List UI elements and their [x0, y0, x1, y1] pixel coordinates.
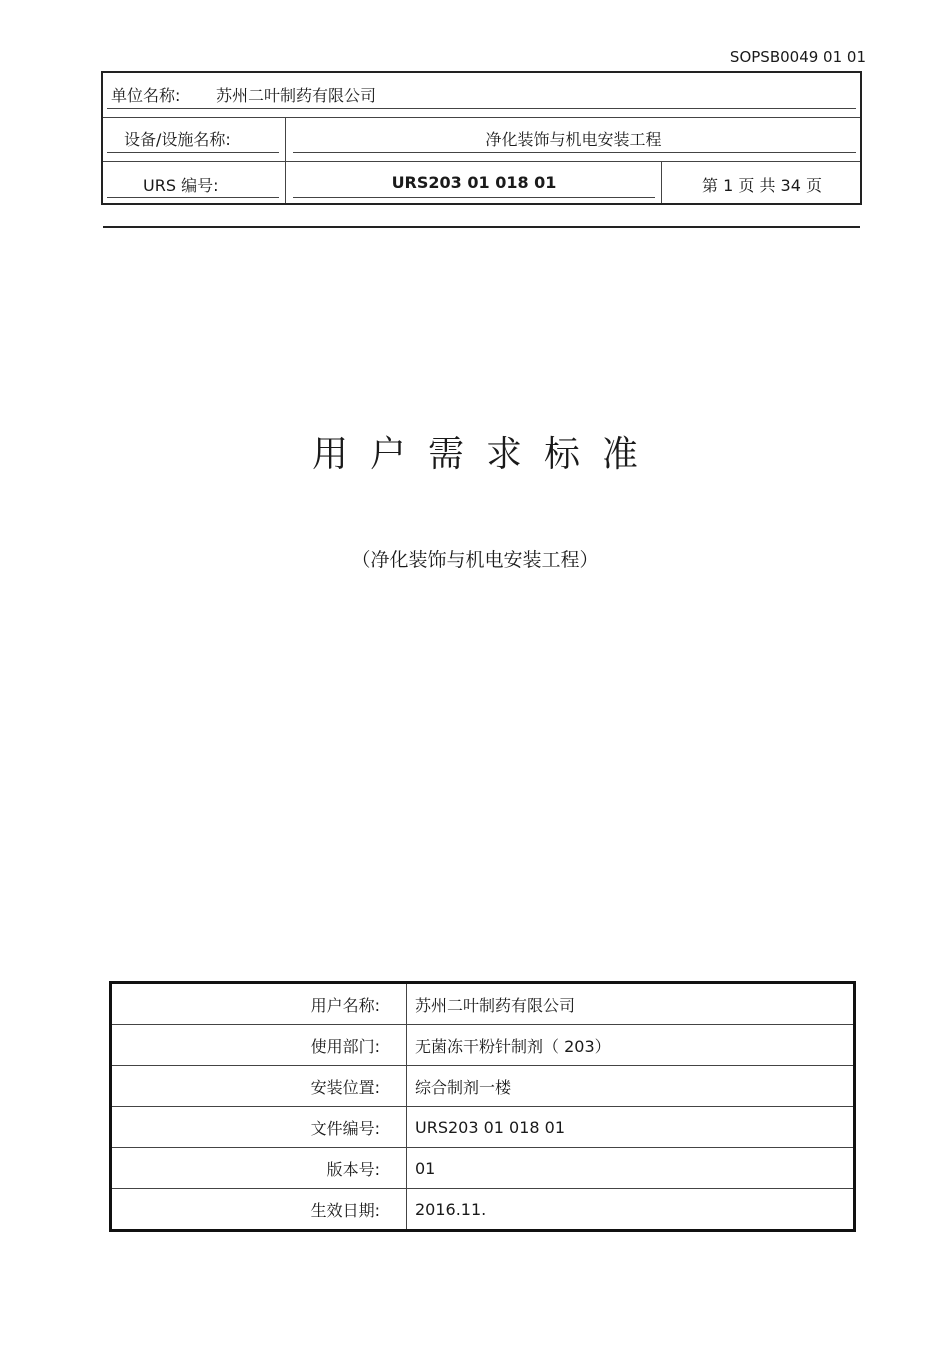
effective-date-label: 生效日期: [111, 1189, 407, 1231]
urs-label-underline [107, 197, 279, 198]
unit-value: 苏州二叶制药有限公司 [216, 86, 377, 105]
page-info: 第 1 页 共 34 页 [702, 176, 822, 195]
file-number-value: URS203 01 018 01 [407, 1107, 855, 1148]
document-subtitle: （净化装饰与机电安装工程） [351, 549, 599, 571]
header-table [101, 71, 862, 205]
version-label: 版本号: [111, 1148, 407, 1189]
user-name-value: 苏州二叶制药有限公司 [407, 983, 855, 1025]
header-rule [103, 226, 860, 228]
version-value: 01 [407, 1148, 855, 1189]
header-row-unit [103, 73, 860, 118]
user-name-label: 用户名称: [111, 983, 407, 1025]
department-value: 无菌冻干粉针制剂（ 203） [407, 1025, 855, 1066]
urs-label: URS 编号: [143, 176, 219, 195]
file-number-label: 文件编号: [111, 1107, 407, 1148]
header-row-urs [103, 161, 860, 205]
department-label: 使用部门: [111, 1025, 407, 1066]
urs-value-underline [293, 197, 655, 198]
document-title: 用户需求标准 [311, 434, 660, 475]
effective-date-value: 2016.11. [407, 1189, 855, 1231]
table-row [111, 1107, 855, 1148]
location-label: 安装位置: [111, 1066, 407, 1107]
unit-underline [107, 108, 856, 109]
table-row [111, 1148, 855, 1189]
equipment-label: 设备/设施名称: [124, 130, 231, 149]
location-value: 综合制剂一楼 [407, 1066, 855, 1107]
info-table [109, 981, 856, 1232]
equipment-label-underline [107, 152, 279, 153]
unit-label: 单位名称: [111, 86, 181, 105]
header-divider-1 [285, 117, 286, 203]
header-divider-2 [661, 161, 662, 203]
table-row [111, 1066, 855, 1107]
equipment-value-underline [293, 152, 856, 153]
urs-value: URS203 01 018 01 [391, 173, 557, 192]
table-row [111, 983, 855, 1025]
equipment-value: 净化装饰与机电安装工程 [485, 130, 662, 149]
table-row [111, 1189, 855, 1231]
header-row-equipment [103, 117, 860, 162]
document-code: SOPSB0049 01 01 [729, 48, 866, 66]
table-row [111, 1025, 855, 1066]
